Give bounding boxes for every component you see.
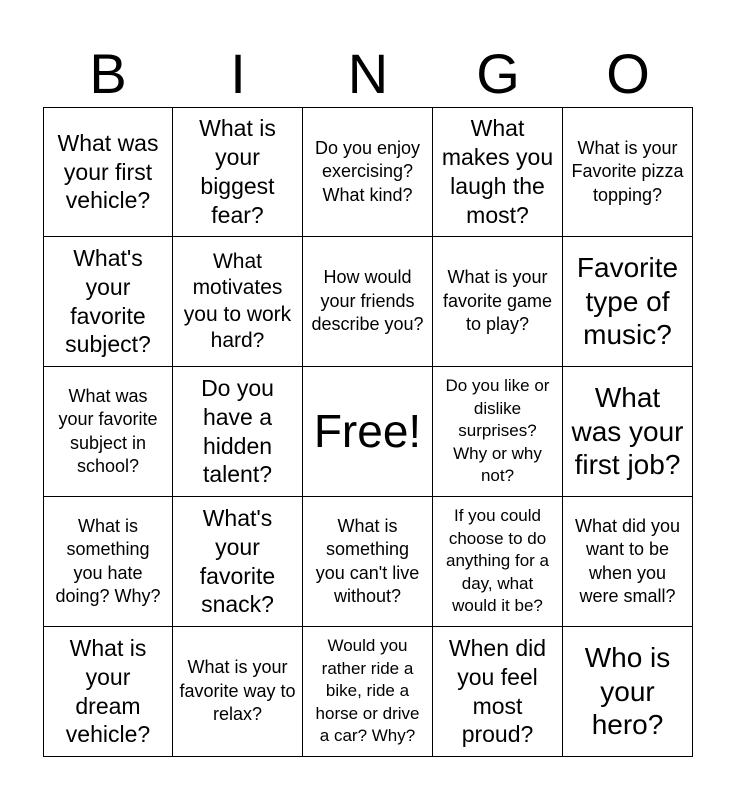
bingo-cell[interactable]: Would you rather ride a bike, ride a horse or drive a car? Why?	[303, 627, 433, 757]
bingo-cell[interactable]: Do you enjoy exercising? What kind?	[303, 107, 433, 237]
header-letter-n: N	[347, 42, 389, 105]
bingo-cell[interactable]: Do you like or dislike surprises? Why or why not?	[433, 367, 563, 497]
header-letter-b: B	[89, 42, 127, 105]
bingo-cell[interactable]: What was your first vehicle?	[43, 107, 173, 237]
bingo-cell[interactable]: How would your friends describe you?	[303, 237, 433, 367]
bingo-cell[interactable]: What's your favorite snack?	[173, 497, 303, 627]
bingo-cell[interactable]: What is your favorite game to play?	[433, 237, 563, 367]
bingo-cell[interactable]: What is something you can't live without?	[303, 497, 433, 627]
bingo-cell[interactable]: What is your Favorite pizza topping?	[563, 107, 693, 237]
bingo-cell[interactable]: Favorite type of music?	[563, 237, 693, 367]
bingo-board	[43, 107, 693, 757]
bingo-cell[interactable]: When did you feel most proud?	[433, 627, 563, 757]
bingo-cell[interactable]: What was your favorite subject in school?	[43, 367, 173, 497]
header-letter-g: G	[476, 42, 520, 105]
header-letter-o: O	[606, 42, 650, 105]
bingo-cell[interactable]: What makes you laugh the most?	[433, 107, 563, 237]
bingo-cell[interactable]: Do you have a hidden talent?	[173, 367, 303, 497]
bingo-cell[interactable]: What motivates you to work hard?	[173, 237, 303, 367]
bingo-cell[interactable]: What is your biggest fear?	[173, 107, 303, 237]
bingo-cell[interactable]: Who is your hero?	[563, 627, 693, 757]
bingo-cell[interactable]: If you could choose to do anything for a day, what would it be?	[433, 497, 563, 627]
bingo-cell[interactable]: What is something you hate doing? Why?	[43, 497, 173, 627]
bingo-cell[interactable]: What is your favorite way to relax?	[173, 627, 303, 757]
header-letter-i: I	[230, 42, 246, 105]
bingo-cell[interactable]: What did you want to be when you were small?	[563, 497, 693, 627]
bingo-cell[interactable]: What is your dream vehicle?	[43, 627, 173, 757]
bingo-cell[interactable]: What was your first job?	[563, 367, 693, 497]
free-space-cell[interactable]: Free!	[303, 367, 433, 497]
bingo-header	[43, 42, 693, 106]
bingo-cell[interactable]: What's your favorite subject?	[43, 237, 173, 367]
